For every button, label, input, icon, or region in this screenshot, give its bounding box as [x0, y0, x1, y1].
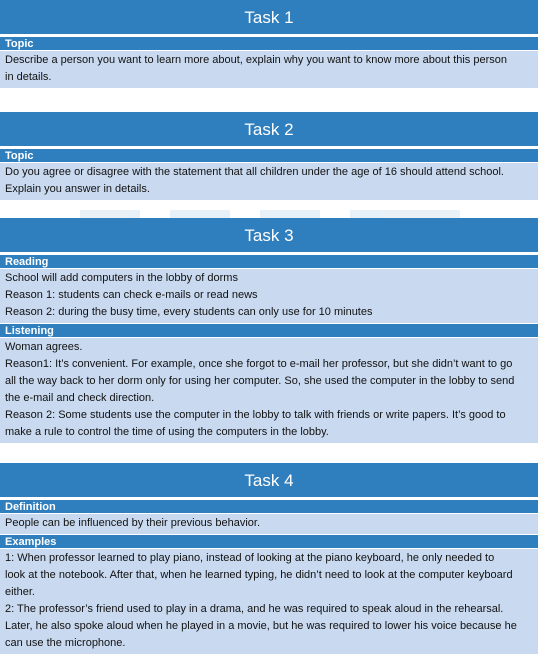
text-line: Explain you answer in details. [5, 183, 150, 195]
task-1-topic-label: Topic [0, 36, 538, 51]
task-3-listening-label: Listening [0, 323, 538, 338]
text-line: either. [5, 586, 35, 598]
text-line: can use the microphone. [5, 637, 126, 649]
task-2-section [0, 112, 538, 200]
text-line: Do you agree or disagree with the statement that all children under the age of 16 should attend school. [5, 166, 504, 178]
task-3-reading-label: Reading [0, 254, 538, 269]
task-3-listening-text [0, 338, 538, 443]
task-3-section [0, 218, 538, 443]
task-4-definition-text [0, 514, 538, 534]
text-line: Reason 2: Some students use the computer in the lobby to talk with friends or write papers. It’s good to [5, 409, 506, 421]
task-4-definition-label: Definition [0, 499, 538, 514]
task-3-reading-text [0, 269, 538, 323]
task-1-title: Task 1 [0, 0, 538, 36]
text-line: the e-mail and check direction. [5, 392, 155, 404]
task-4-title: Task 4 [0, 463, 538, 499]
text-line: School will add computers in the lobby of dorms [5, 272, 238, 284]
task-1-topic-text [0, 51, 538, 88]
text-line: in details. [5, 71, 52, 83]
text-line: Reason 2: during the busy time, every students can only use for 10 minutes [5, 306, 373, 318]
text-line: People can be influenced by their previous behavior. [5, 517, 261, 529]
task-2-title: Task 2 [0, 112, 538, 148]
task-4-examples-text [0, 549, 538, 654]
text-line: look at the notebook. After that, when he learned typing, he didn’t need to look at the computer keyboard [5, 569, 513, 581]
text-line: Woman agrees. [5, 341, 83, 353]
task-3-title: Task 3 [0, 218, 538, 254]
text-line: 2: The professor’s friend used to play in a drama, and he was required to speak aloud in the rehearsal. [5, 603, 504, 615]
text-line: Describe a person you want to learn more about, explain why you want to know more about this person [5, 54, 507, 66]
task-2-topic-text [0, 163, 538, 200]
text-line: Reason 1: students can check e-mails or read news [5, 289, 258, 301]
task-4-examples-label: Examples [0, 534, 538, 549]
text-line: Later, he also spoke aloud when he played in a movie, but he was required to lower his voice because he [5, 620, 517, 632]
text-line: Reason1: It’s convenient. For example, once she forgot to e-mail her professor, but she didn’t want to go [5, 358, 513, 370]
text-line: all the way back to her dorm only for using her computer. So, she used the computer in the lobby to send [5, 375, 515, 387]
task-1-section [0, 0, 538, 88]
task-2-topic-label: Topic [0, 148, 538, 163]
text-line: 1: When professor learned to play piano, instead of looking at the piano keyboard, he only needed to [5, 552, 495, 564]
task-4-section [0, 463, 538, 654]
text-line: make a rule to control the time of using the computers in the lobby. [5, 426, 329, 438]
